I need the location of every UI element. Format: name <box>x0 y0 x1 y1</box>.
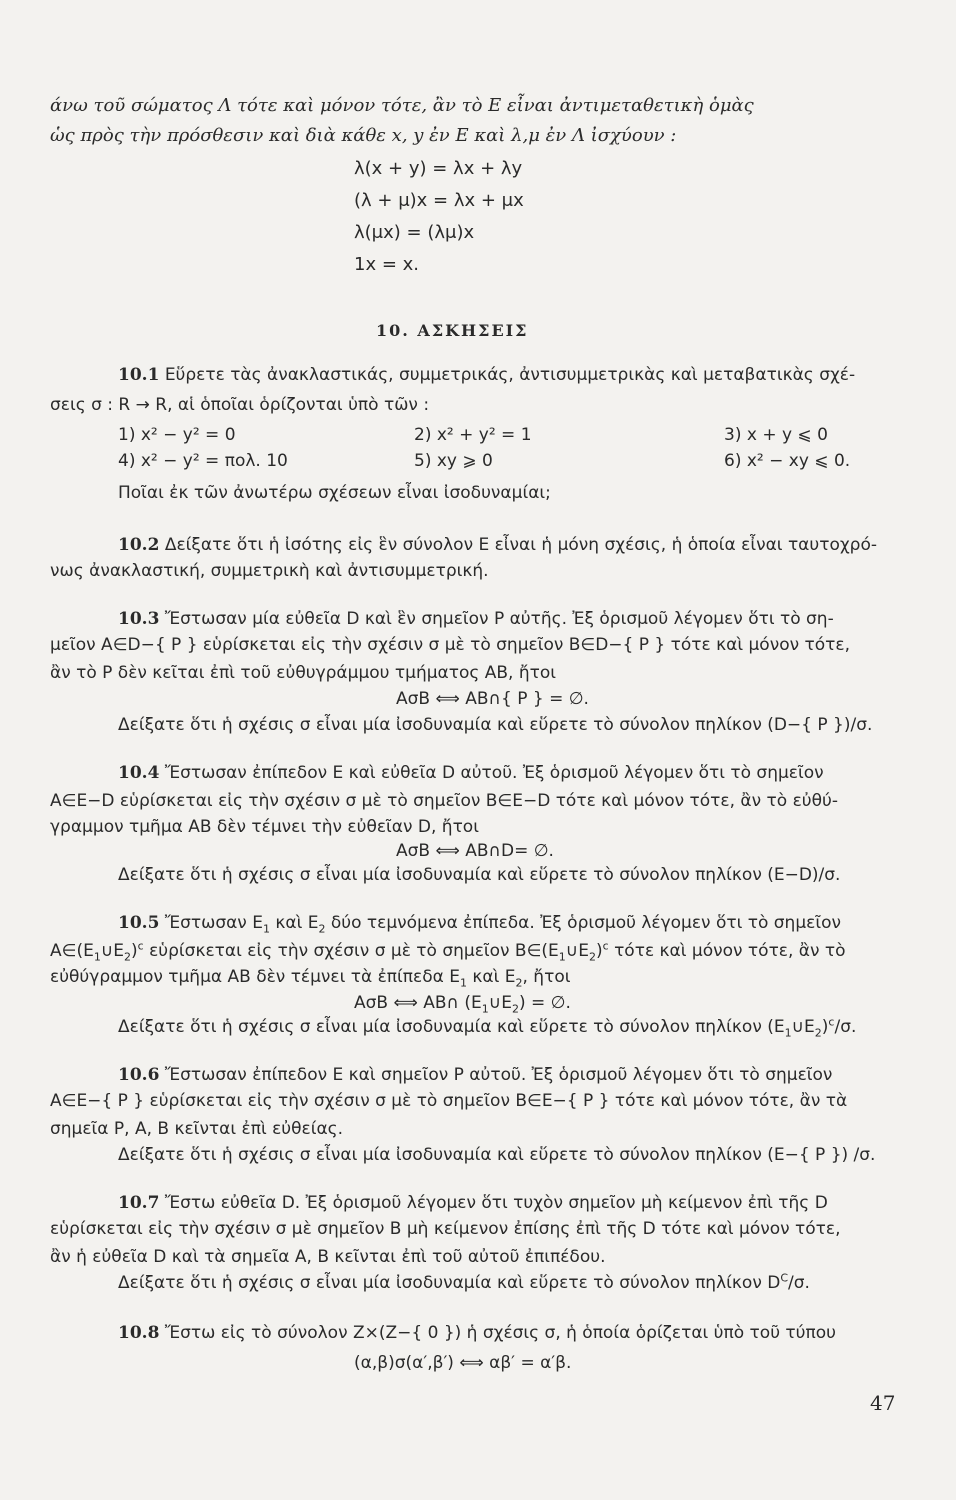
subscript: 1 <box>262 922 270 936</box>
exercise-10-4-last: Δείξατε ὅτι ἡ σχέσις σ εἶναι μία ἰσοδυναμία καὶ εὕρετε τὸ σύνολον πηλίκον (E−D)/σ. <box>118 865 841 885</box>
exercise-10-1-line-2: σεις σ : R → R, αἱ ὁποῖαι ὁρίζονται ὑπὸ τῶν : <box>50 395 430 415</box>
exercise-10-5-formula <box>354 992 571 1014</box>
text-part: ) <box>595 941 603 961</box>
text-part: εὐθύγραμμον τμῆμα AB δὲν τέμνει τὰ ἐπίπεδα E <box>50 967 460 987</box>
text-part: δύο τεμνόμενα ἐπίπεδα. Ἐξ ὁρισμοῦ λέγομεν ὅτι τὸ σημεῖον <box>325 913 841 933</box>
exercise-text: Ἔστωσαν μία εὐθεῖα D καὶ ἓν σημεῖον P αὐτῆς. Ἐξ ὁρισμοῦ λέγομεν ὅτι τὸ ση- <box>164 609 834 629</box>
exercise-10-1-line-1 <box>118 364 855 386</box>
subscript: 2 <box>814 1026 822 1040</box>
exercise-number: 10.5 <box>118 913 160 933</box>
exercise-number: 10.2 <box>118 535 160 555</box>
exercise-number: 10.1 <box>118 365 160 385</box>
text-part: τότε καὶ μόνον τότε, ἂν τὸ <box>608 941 846 961</box>
relation-6: 6) x² − xy ⩽ 0. <box>724 451 851 471</box>
superscript: c <box>602 939 609 953</box>
relation-4: 4) x² − y² = πολ. 10 <box>118 451 288 471</box>
text-part: Ἔστωσαν E <box>164 913 263 933</box>
relation-1: 1) x² − y² = 0 <box>118 425 236 445</box>
exercise-10-6-line-2: A∈E−{ P } εὑρίσκεται εἰς τὴν σχέσιν σ μὲ τὸ σημεῖον B∈E−{ P } τότε καὶ μόνον τότε, ἂν τὰ <box>50 1091 848 1111</box>
text-part: /σ. <box>788 1273 810 1293</box>
text-part: Δείξατε ὅτι ἡ σχέσις σ εἶναι μία ἰσοδυναμία καὶ εὕρετε τὸ σύνολον πηλίκον D <box>118 1273 781 1293</box>
exercise-10-5-line-2 <box>50 940 846 962</box>
text-part: /σ. <box>834 1017 857 1037</box>
exercise-10-6-line-1 <box>118 1064 832 1086</box>
relation-5: 5) xy ⩾ 0 <box>414 451 493 471</box>
exercise-10-2-line-1 <box>118 534 877 556</box>
subscript: 1 <box>481 1002 489 1016</box>
exercise-number: 10.8 <box>118 1323 160 1343</box>
exercise-text: Ἔστωσαν ἐπίπεδον Ε καὶ σημεῖον P αὐτοῦ. Ἐξ ὁρισμοῦ λέγομεν ὅτι τὸ σημεῖον <box>164 1065 833 1085</box>
exercise-number: 10.7 <box>118 1193 160 1213</box>
exercise-10-3-line-3: ἂν τὸ P δὲν κεῖται ἐπὶ τοῦ εὐθυγράμμου τμήματος AB, ἤτοι <box>50 663 557 683</box>
exercise-number: 10.3 <box>118 609 160 629</box>
intro-equation-1: λ(x + y) = λx + λy <box>354 158 523 179</box>
text-part: ) <box>821 1017 829 1037</box>
relation-2: 2) x² + y² = 1 <box>414 425 532 445</box>
exercise-10-8-line-1 <box>118 1322 836 1344</box>
superscript: c <box>828 1015 835 1029</box>
text-part: ∪E <box>565 941 589 961</box>
text-part: καὶ E <box>466 967 516 987</box>
exercise-10-2-line-2: νως ἀνακλαστική, συμμετρικὴ καὶ ἀντισυμμετρική. <box>50 561 489 581</box>
subscript: 2 <box>124 950 131 964</box>
relation-3: 3) x + y ⩽ 0 <box>724 425 828 445</box>
intro-equation-2: (λ + μ)x = λx + μx <box>354 190 524 211</box>
subscript: 1 <box>93 950 101 964</box>
text-part: ) = ∅. <box>518 993 571 1013</box>
exercise-text: Ἔστω εἰς τὸ σύνολον Z×(Z−{ 0 }) ἡ σχέσις σ, ἡ ὁποία ὁρίζεται ὑπὸ τοῦ τύπου <box>164 1323 836 1343</box>
exercise-text: Ἔστω εὐθεῖα D. Ἐξ ὁρισμοῦ λέγομεν ὅτι τυχὸν σημεῖον μὴ κείμενον ἐπὶ τῆς D <box>164 1193 828 1213</box>
text-part: AσB ⟺ AB∩ (E <box>354 993 482 1013</box>
subscript: 1 <box>459 976 467 990</box>
text-part: εὑρίσκεται εἰς τὴν σχέσιν σ μὲ τὸ σημεῖον B∈(E <box>143 941 559 961</box>
exercise-10-7-last <box>118 1272 810 1294</box>
exercise-10-5-line-3 <box>50 966 570 988</box>
exercise-text: Εὕρετε τὰς ἀνακλαστικάς, συμμετρικάς, ἀντισυμμετρικὰς καὶ μεταβατικὰς σχέ- <box>164 365 856 385</box>
intro-equation-4: 1x = x. <box>354 254 420 275</box>
subscript: 2 <box>511 1002 519 1016</box>
subscript: 2 <box>318 922 326 936</box>
subscript: 1 <box>784 1026 792 1040</box>
text-part: Δείξατε ὅτι ἡ σχέσις σ εἶναι μία ἰσοδυναμία καὶ εὕρετε τὸ σύνολον πηλίκον (E <box>118 1017 785 1037</box>
subscript: 1 <box>558 950 566 964</box>
text-part: , ἤτοι <box>522 967 571 987</box>
exercise-text: Ἔστωσαν ἐπίπεδον Ε καὶ εὐθεῖα D αὐτοῦ. Ἐξ ὁρισμοῦ λέγομεν ὅτι τὸ σημεῖον <box>164 763 824 783</box>
superscript: C <box>780 1271 788 1285</box>
exercise-10-6-line-3: σημεῖα P, A, B κεῖνται ἐπὶ εὐθείας. <box>50 1119 344 1139</box>
exercise-10-4-line-3: γραμμον τμῆμα AB δὲν τέμνει τὴν εὐθεῖαν D, ἤτοι <box>50 817 479 837</box>
superscript: c <box>137 939 144 953</box>
exercise-10-6-last: Δείξατε ὅτι ἡ σχέσις σ εἶναι μία ἰσοδυναμία καὶ εὕρετε τὸ σύνολον πηλίκον (E−{ P }) /σ. <box>118 1145 876 1165</box>
exercise-10-4-line-1 <box>118 762 824 784</box>
intro-equation-3: λ(μx) = (λμ)x <box>354 222 475 243</box>
exercise-number: 10.4 <box>118 763 160 783</box>
exercise-10-4-line-2: A∈E−D εὑρίσκεται εἰς τὴν σχέσιν σ μὲ τὸ σημεῖον B∈E−D τότε καὶ μόνον τότε, ἂν τὸ εὐθύ- <box>50 791 838 811</box>
section-heading: 10. ΑΣΚΗΣΕΙΣ <box>376 321 529 340</box>
exercise-10-7-line-3: ἂν ἡ εὐθεῖα D καὶ τὰ σημεῖα A, B κεῖνται ἐπὶ τοῦ αὐτοῦ ἐπιπέδου. <box>50 1247 606 1267</box>
exercise-10-5-last <box>118 1016 856 1038</box>
exercise-10-3-last: Δείξατε ὅτι ἡ σχέσις σ εἶναι μία ἰσοδυναμία καὶ εὕρετε τὸ σύνολον πηλίκον (D−{ P })/σ. <box>118 715 873 735</box>
exercise-10-5-line-1 <box>118 912 841 934</box>
text-part: ∪E <box>488 993 512 1013</box>
exercise-10-8-formula: (α,β)σ(α′,β′) ⟺ αβ′ = α′β. <box>354 1353 572 1373</box>
text-part: ∪E <box>100 941 124 961</box>
text-part: ∪E <box>791 1017 815 1037</box>
intro-line-1: άνω τοῦ σώματος Λ τότε καὶ μόνον τότε, ἂν τὸ Ε εἶναι ἀντιμεταθετικὴ ὁμὰς <box>50 95 754 116</box>
intro-line-2: ὡς πρὸς τὴν πρόσθεσιν καὶ διὰ κάθε x, y ἐν Ε καὶ λ,μ ἐν Λ ἰσχύουν : <box>50 125 677 146</box>
page-number: 47 <box>870 1391 896 1415</box>
text-part: A∈(E <box>50 941 94 961</box>
exercise-10-4-formula: AσB ⟺ AB∩D= ∅. <box>396 841 554 861</box>
exercise-10-3-line-2: μεῖον A∈D−{ P } εὑρίσκεται εἰς τὴν σχέσιν σ μὲ τὸ σημεῖον B∈D−{ P } τότε καὶ μόνον τότε, <box>50 635 850 655</box>
text-part: καὶ E <box>269 913 319 933</box>
exercise-10-3-formula: AσB ⟺ AB∩{ P } = ∅. <box>396 689 589 709</box>
exercise-10-3-line-1 <box>118 608 834 630</box>
exercise-number: 10.6 <box>118 1065 160 1085</box>
exercise-10-7-line-1 <box>118 1192 828 1214</box>
subscript: 2 <box>588 950 596 964</box>
text-part: ) <box>131 941 138 961</box>
exercise-10-1-question: Ποῖαι ἐκ τῶν ἀνωτέρω σχέσεων εἶναι ἰσοδυναμίαι; <box>118 483 551 503</box>
exercise-text: Δείξατε ὅτι ἡ ἰσότης εἰς ἓν σύνολον Ε εἶναι ἡ μόνη σχέσις, ἡ ὁποία εἶναι ταυτοχρό- <box>164 535 878 555</box>
exercise-10-7-line-2: εὑρίσκεται εἰς τὴν σχέσιν σ μὲ σημεῖον B μὴ κείμενον ἐπίσης ἐπὶ τῆς D τότε καὶ μόνον τότε, <box>50 1219 841 1239</box>
subscript: 2 <box>515 976 523 990</box>
